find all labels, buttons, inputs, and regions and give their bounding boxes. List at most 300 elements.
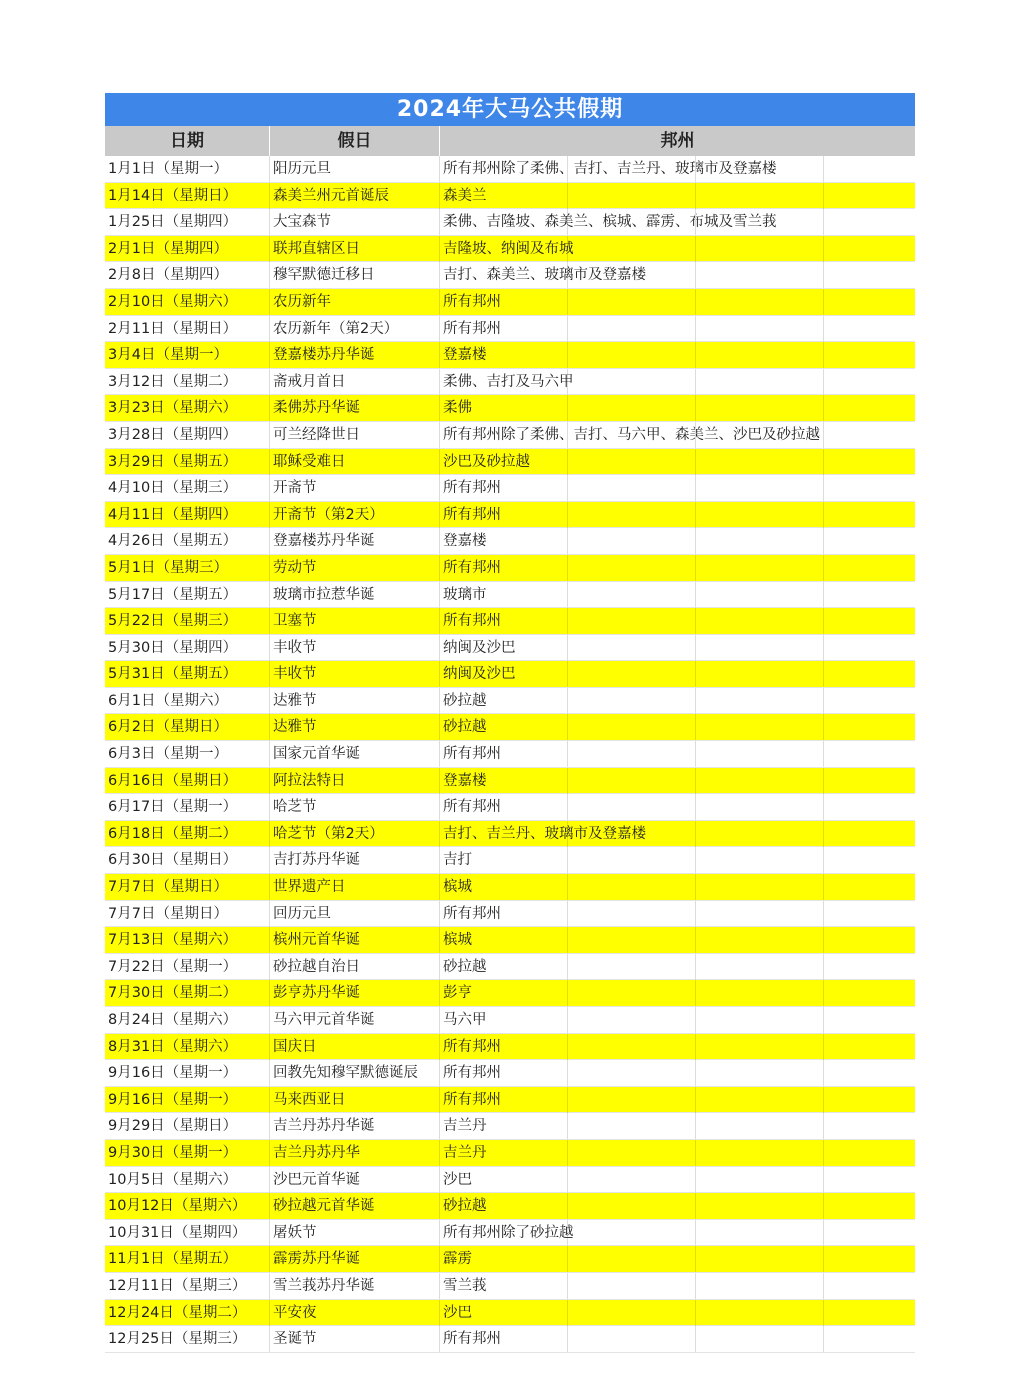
holiday-cell: 开斋节 — [270, 475, 440, 501]
empty-cell — [568, 1034, 696, 1060]
empty-cell — [824, 395, 915, 421]
empty-cell — [696, 1246, 824, 1272]
empty-cell — [824, 449, 915, 475]
date-cell: 1月1日（星期一） — [105, 156, 270, 182]
empty-cell — [568, 954, 696, 980]
table-row — [105, 209, 915, 236]
table-row — [105, 794, 915, 821]
empty-cell — [824, 582, 915, 608]
date-cell: 9月16日（星期一） — [105, 1060, 270, 1086]
date-cell: 8月31日（星期六） — [105, 1034, 270, 1060]
empty-cell — [824, 608, 915, 634]
empty-cell — [568, 1193, 696, 1219]
empty-cell — [696, 209, 824, 235]
date-cell: 12月11日（星期三） — [105, 1273, 270, 1299]
table-row — [105, 582, 915, 609]
table-row — [105, 661, 915, 688]
date-cell: 8月24日（星期六） — [105, 1007, 270, 1033]
states-cell: 所有邦州 — [440, 1326, 568, 1352]
states-cell: 所有邦州 — [440, 289, 568, 315]
date-cell: 5月17日（星期五） — [105, 582, 270, 608]
holiday-cell: 卫塞节 — [270, 608, 440, 634]
holiday-cell: 农历新年（第2天） — [270, 316, 440, 342]
holiday-cell: 阿拉法特日 — [270, 768, 440, 794]
table-row — [105, 1246, 915, 1273]
date-cell: 12月25日（星期三） — [105, 1326, 270, 1352]
empty-cell — [568, 475, 696, 501]
table-row — [105, 1060, 915, 1087]
empty-cell — [696, 1167, 824, 1193]
date-cell: 9月16日（星期一） — [105, 1087, 270, 1113]
empty-cell — [696, 369, 824, 395]
empty-cell — [824, 528, 915, 554]
holiday-cell: 圣诞节 — [270, 1326, 440, 1352]
table-row — [105, 635, 915, 662]
empty-cell — [568, 741, 696, 767]
empty-cell — [696, 1034, 824, 1060]
states-cell: 砂拉越 — [440, 688, 568, 714]
empty-cell — [824, 847, 915, 873]
table-row — [105, 1300, 915, 1327]
empty-cell — [696, 1220, 824, 1246]
date-cell: 10月5日（星期六） — [105, 1167, 270, 1193]
holiday-cell: 霹雳苏丹华诞 — [270, 1246, 440, 1272]
empty-cell — [824, 821, 915, 847]
empty-cell — [696, 1113, 824, 1139]
header-holiday: 假日 — [270, 126, 440, 156]
empty-cell — [824, 1246, 915, 1272]
empty-cell — [824, 1034, 915, 1060]
date-cell: 5月30日（星期四） — [105, 635, 270, 661]
empty-cell — [568, 635, 696, 661]
empty-cell — [568, 608, 696, 634]
empty-cell — [696, 661, 824, 687]
holiday-cell: 砂拉越元首华诞 — [270, 1193, 440, 1219]
holiday-cell: 沙巴元首华诞 — [270, 1167, 440, 1193]
states-cell: 砂拉越 — [440, 714, 568, 740]
date-cell: 4月11日（星期四） — [105, 502, 270, 528]
states-cell: 所有邦州 — [440, 1060, 568, 1086]
table-row — [105, 289, 915, 316]
empty-cell — [824, 209, 915, 235]
date-cell: 2月8日（星期四） — [105, 262, 270, 288]
empty-cell — [824, 289, 915, 315]
date-cell: 7月22日（星期一） — [105, 954, 270, 980]
date-cell: 5月22日（星期三） — [105, 608, 270, 634]
empty-cell — [568, 156, 696, 182]
holiday-cell: 吉打苏丹华诞 — [270, 847, 440, 873]
empty-cell — [824, 502, 915, 528]
table-row — [105, 1193, 915, 1220]
empty-cell — [696, 1007, 824, 1033]
states-cell: 纳闽及沙巴 — [440, 661, 568, 687]
date-cell: 3月28日（星期四） — [105, 422, 270, 448]
empty-cell — [696, 635, 824, 661]
date-cell: 9月30日（星期一） — [105, 1140, 270, 1166]
date-cell: 10月31日（星期四） — [105, 1220, 270, 1246]
states-cell: 所有邦州 — [440, 741, 568, 767]
empty-cell — [568, 555, 696, 581]
holiday-cell: 国庆日 — [270, 1034, 440, 1060]
holiday-cell: 森美兰州元首诞辰 — [270, 183, 440, 209]
table-row — [105, 422, 915, 449]
empty-cell — [568, 183, 696, 209]
table-row — [105, 1087, 915, 1114]
empty-cell — [568, 582, 696, 608]
table-row — [105, 528, 915, 555]
empty-cell — [568, 342, 696, 368]
date-cell: 6月16日（星期日） — [105, 768, 270, 794]
empty-cell — [824, 1193, 915, 1219]
empty-cell — [568, 369, 696, 395]
table-row — [105, 1113, 915, 1140]
empty-cell — [696, 1140, 824, 1166]
empty-cell — [568, 688, 696, 714]
empty-cell — [696, 1193, 824, 1219]
empty-cell — [696, 316, 824, 342]
table-row — [105, 927, 915, 954]
states-cell: 砂拉越 — [440, 1193, 568, 1219]
empty-cell — [824, 369, 915, 395]
empty-cell — [568, 980, 696, 1006]
holiday-cell: 雪兰莪苏丹华诞 — [270, 1273, 440, 1299]
empty-cell — [568, 209, 696, 235]
holiday-cell: 耶稣受难日 — [270, 449, 440, 475]
empty-cell — [824, 1326, 915, 1352]
empty-cell — [696, 1060, 824, 1086]
table-row — [105, 821, 915, 848]
empty-cell — [824, 1087, 915, 1113]
holiday-cell: 吉兰丹苏丹华 — [270, 1140, 440, 1166]
holiday-cell: 哈芝节（第2天） — [270, 821, 440, 847]
empty-cell — [568, 714, 696, 740]
empty-cell — [824, 422, 915, 448]
table-row — [105, 847, 915, 874]
states-cell: 吉打 — [440, 847, 568, 873]
date-cell: 6月1日（星期六） — [105, 688, 270, 714]
date-cell: 3月12日（星期二） — [105, 369, 270, 395]
date-cell: 7月30日（星期二） — [105, 980, 270, 1006]
states-cell: 柔佛、吉打及马六甲 — [440, 369, 568, 395]
states-cell: 登嘉楼 — [440, 342, 568, 368]
date-cell: 6月18日（星期二） — [105, 821, 270, 847]
states-cell: 槟城 — [440, 874, 568, 900]
empty-cell — [824, 1167, 915, 1193]
empty-cell — [568, 1273, 696, 1299]
table-row — [105, 449, 915, 476]
empty-cell — [696, 262, 824, 288]
date-cell: 9月29日（星期日） — [105, 1113, 270, 1139]
date-cell: 7月13日（星期六） — [105, 927, 270, 953]
empty-cell — [696, 555, 824, 581]
empty-cell — [824, 1300, 915, 1326]
states-cell: 所有邦州除了砂拉越 — [440, 1220, 568, 1246]
table-row — [105, 874, 915, 901]
empty-cell — [824, 342, 915, 368]
holiday-cell: 平安夜 — [270, 1300, 440, 1326]
holiday-cell: 马六甲元首华诞 — [270, 1007, 440, 1033]
holiday-cell: 玻璃市拉惹华诞 — [270, 582, 440, 608]
holiday-cell: 国家元首华诞 — [270, 741, 440, 767]
states-cell: 沙巴及砂拉越 — [440, 449, 568, 475]
states-cell: 所有邦州 — [440, 1034, 568, 1060]
states-cell: 所有邦州除了柔佛、吉打、吉兰丹、玻璃市及登嘉楼 — [440, 156, 568, 182]
date-cell: 2月1日（星期四） — [105, 236, 270, 262]
empty-cell — [696, 582, 824, 608]
empty-cell — [696, 1273, 824, 1299]
holiday-cell: 吉兰丹苏丹华诞 — [270, 1113, 440, 1139]
date-cell: 4月26日（星期五） — [105, 528, 270, 554]
table-row — [105, 768, 915, 795]
date-cell: 2月11日（星期日） — [105, 316, 270, 342]
states-cell: 森美兰 — [440, 183, 568, 209]
empty-cell — [824, 980, 915, 1006]
holiday-cell: 柔佛苏丹华诞 — [270, 395, 440, 421]
empty-cell — [824, 1060, 915, 1086]
date-cell: 6月2日（星期日） — [105, 714, 270, 740]
empty-cell — [824, 1220, 915, 1246]
states-cell: 所有邦州 — [440, 794, 568, 820]
states-cell: 马六甲 — [440, 1007, 568, 1033]
empty-cell — [696, 768, 824, 794]
header-row — [105, 126, 915, 156]
holiday-cell: 达雅节 — [270, 714, 440, 740]
empty-cell — [568, 1326, 696, 1352]
empty-cell — [824, 236, 915, 262]
date-cell: 3月4日（星期一） — [105, 342, 270, 368]
states-cell: 登嘉楼 — [440, 768, 568, 794]
empty-cell — [696, 874, 824, 900]
table-row — [105, 342, 915, 369]
states-cell: 柔佛 — [440, 395, 568, 421]
holiday-cell: 世界遗产日 — [270, 874, 440, 900]
date-cell: 6月3日（星期一） — [105, 741, 270, 767]
table-row — [105, 714, 915, 741]
empty-cell — [696, 395, 824, 421]
states-cell: 登嘉楼 — [440, 528, 568, 554]
table-row — [105, 1326, 915, 1353]
empty-cell — [568, 1060, 696, 1086]
empty-cell — [824, 1273, 915, 1299]
states-cell: 所有邦州 — [440, 555, 568, 581]
states-cell: 所有邦州 — [440, 475, 568, 501]
empty-cell — [696, 821, 824, 847]
date-cell: 3月29日（星期五） — [105, 449, 270, 475]
empty-cell — [696, 528, 824, 554]
holiday-cell: 穆罕默德迁移日 — [270, 262, 440, 288]
empty-cell — [696, 714, 824, 740]
holiday-cell: 农历新年 — [270, 289, 440, 315]
holiday-cell: 斋戒月首日 — [270, 369, 440, 395]
empty-cell — [824, 555, 915, 581]
date-cell: 3月23日（星期六） — [105, 395, 270, 421]
states-cell: 玻璃市 — [440, 582, 568, 608]
empty-cell — [568, 927, 696, 953]
empty-cell — [824, 1113, 915, 1139]
states-cell: 沙巴 — [440, 1300, 568, 1326]
empty-cell — [696, 608, 824, 634]
empty-cell — [824, 874, 915, 900]
holiday-rows — [105, 156, 915, 1353]
empty-cell — [696, 1087, 824, 1113]
holiday-cell: 联邦直辖区日 — [270, 236, 440, 262]
empty-cell — [696, 156, 824, 182]
date-cell: 2月10日（星期六） — [105, 289, 270, 315]
holiday-cell: 达雅节 — [270, 688, 440, 714]
empty-cell — [696, 1326, 824, 1352]
table-row — [105, 156, 915, 183]
empty-cell — [568, 502, 696, 528]
empty-cell — [824, 741, 915, 767]
empty-cell — [824, 768, 915, 794]
table-row — [105, 1273, 915, 1300]
holiday-cell: 丰收节 — [270, 635, 440, 661]
states-cell: 槟城 — [440, 927, 568, 953]
holiday-cell: 阳历元旦 — [270, 156, 440, 182]
table-row — [105, 183, 915, 210]
table-row — [105, 369, 915, 396]
holiday-cell: 登嘉楼苏丹华诞 — [270, 528, 440, 554]
header-states: 邦州 — [660, 131, 695, 151]
states-cell: 雪兰莪 — [440, 1273, 568, 1299]
empty-cell — [568, 661, 696, 687]
empty-cell — [568, 289, 696, 315]
holiday-cell: 劳动节 — [270, 555, 440, 581]
empty-cell — [568, 1246, 696, 1272]
empty-cell — [696, 1300, 824, 1326]
empty-cell — [568, 901, 696, 927]
table-row — [105, 1140, 915, 1167]
empty-cell — [824, 794, 915, 820]
table-row — [105, 980, 915, 1007]
table-row — [105, 741, 915, 768]
holiday-cell: 砂拉越自治日 — [270, 954, 440, 980]
empty-cell — [824, 1007, 915, 1033]
table-row — [105, 608, 915, 635]
empty-cell — [568, 528, 696, 554]
empty-cell — [568, 1007, 696, 1033]
empty-cell — [824, 475, 915, 501]
empty-cell — [696, 449, 824, 475]
holiday-cell: 回教先知穆罕默德诞辰 — [270, 1060, 440, 1086]
empty-cell — [824, 714, 915, 740]
states-cell: 所有邦州 — [440, 608, 568, 634]
empty-cell — [696, 927, 824, 953]
date-cell: 7月7日（星期日） — [105, 901, 270, 927]
states-cell: 吉打、吉兰丹、玻璃市及登嘉楼 — [440, 821, 568, 847]
empty-cell — [696, 794, 824, 820]
date-cell: 5月1日（星期三） — [105, 555, 270, 581]
states-cell: 霹雳 — [440, 1246, 568, 1272]
date-cell: 12月24日（星期二） — [105, 1300, 270, 1326]
table-row — [105, 555, 915, 582]
table-row — [105, 236, 915, 263]
empty-cell — [568, 1113, 696, 1139]
empty-cell — [824, 262, 915, 288]
empty-cell — [824, 316, 915, 342]
states-cell: 砂拉越 — [440, 954, 568, 980]
empty-cell — [568, 821, 696, 847]
empty-cell — [696, 688, 824, 714]
empty-cell — [568, 236, 696, 262]
holiday-sheet — [105, 93, 915, 1353]
empty-cell — [824, 901, 915, 927]
header-date: 日期 — [105, 126, 270, 156]
table-row — [105, 262, 915, 289]
states-cell: 吉隆坡、纳闽及布城 — [440, 236, 568, 262]
date-cell: 4月10日（星期三） — [105, 475, 270, 501]
holiday-cell: 彭亨苏丹华诞 — [270, 980, 440, 1006]
empty-cell — [696, 741, 824, 767]
holiday-cell: 槟州元首华诞 — [270, 927, 440, 953]
date-cell: 6月30日（星期日） — [105, 847, 270, 873]
table-row — [105, 688, 915, 715]
table-row — [105, 502, 915, 529]
states-cell: 所有邦州 — [440, 316, 568, 342]
empty-cell — [568, 847, 696, 873]
date-cell: 1月14日（星期日） — [105, 183, 270, 209]
empty-cell — [696, 289, 824, 315]
states-cell: 吉兰丹 — [440, 1140, 568, 1166]
states-cell: 所有邦州 — [440, 901, 568, 927]
states-cell: 所有邦州除了柔佛、吉打、马六甲、森美兰、沙巴及砂拉越 — [440, 422, 568, 448]
empty-cell — [568, 316, 696, 342]
empty-cell — [824, 635, 915, 661]
date-cell: 7月7日（星期日） — [105, 874, 270, 900]
table-row — [105, 1220, 915, 1247]
empty-cell — [824, 661, 915, 687]
table-row — [105, 1167, 915, 1194]
holiday-cell: 哈芝节 — [270, 794, 440, 820]
empty-cell — [568, 1300, 696, 1326]
empty-cell — [568, 449, 696, 475]
table-row — [105, 954, 915, 981]
empty-cell — [696, 502, 824, 528]
empty-cell — [568, 768, 696, 794]
empty-cell — [696, 847, 824, 873]
empty-cell — [696, 954, 824, 980]
empty-cell — [824, 183, 915, 209]
table-row — [105, 475, 915, 502]
date-cell: 5月31日（星期五） — [105, 661, 270, 687]
empty-cell — [568, 422, 696, 448]
states-cell: 柔佛、吉隆坡、森美兰、槟城、霹雳、布城及雪兰莪 — [440, 209, 568, 235]
holiday-cell: 可兰经降世日 — [270, 422, 440, 448]
sheet-title: 2024年大马公共假期 — [105, 93, 915, 126]
empty-cell — [824, 156, 915, 182]
table-row — [105, 901, 915, 928]
empty-cell — [824, 927, 915, 953]
date-cell: 6月17日（星期一） — [105, 794, 270, 820]
states-cell: 沙巴 — [440, 1167, 568, 1193]
empty-cell — [824, 688, 915, 714]
empty-cell — [696, 475, 824, 501]
empty-cell — [568, 395, 696, 421]
empty-cell — [696, 236, 824, 262]
date-cell: 11月1日（星期五） — [105, 1246, 270, 1272]
holiday-cell: 屠妖节 — [270, 1220, 440, 1246]
empty-cell — [824, 1140, 915, 1166]
empty-cell — [696, 342, 824, 368]
states-cell: 所有邦州 — [440, 1087, 568, 1113]
holiday-cell: 开斋节（第2天） — [270, 502, 440, 528]
states-cell: 吉兰丹 — [440, 1113, 568, 1139]
holiday-cell: 马来西亚日 — [270, 1087, 440, 1113]
states-cell: 所有邦州 — [440, 502, 568, 528]
empty-cell — [568, 262, 696, 288]
date-cell: 1月25日（星期四） — [105, 209, 270, 235]
date-cell: 10月12日（星期六） — [105, 1193, 270, 1219]
